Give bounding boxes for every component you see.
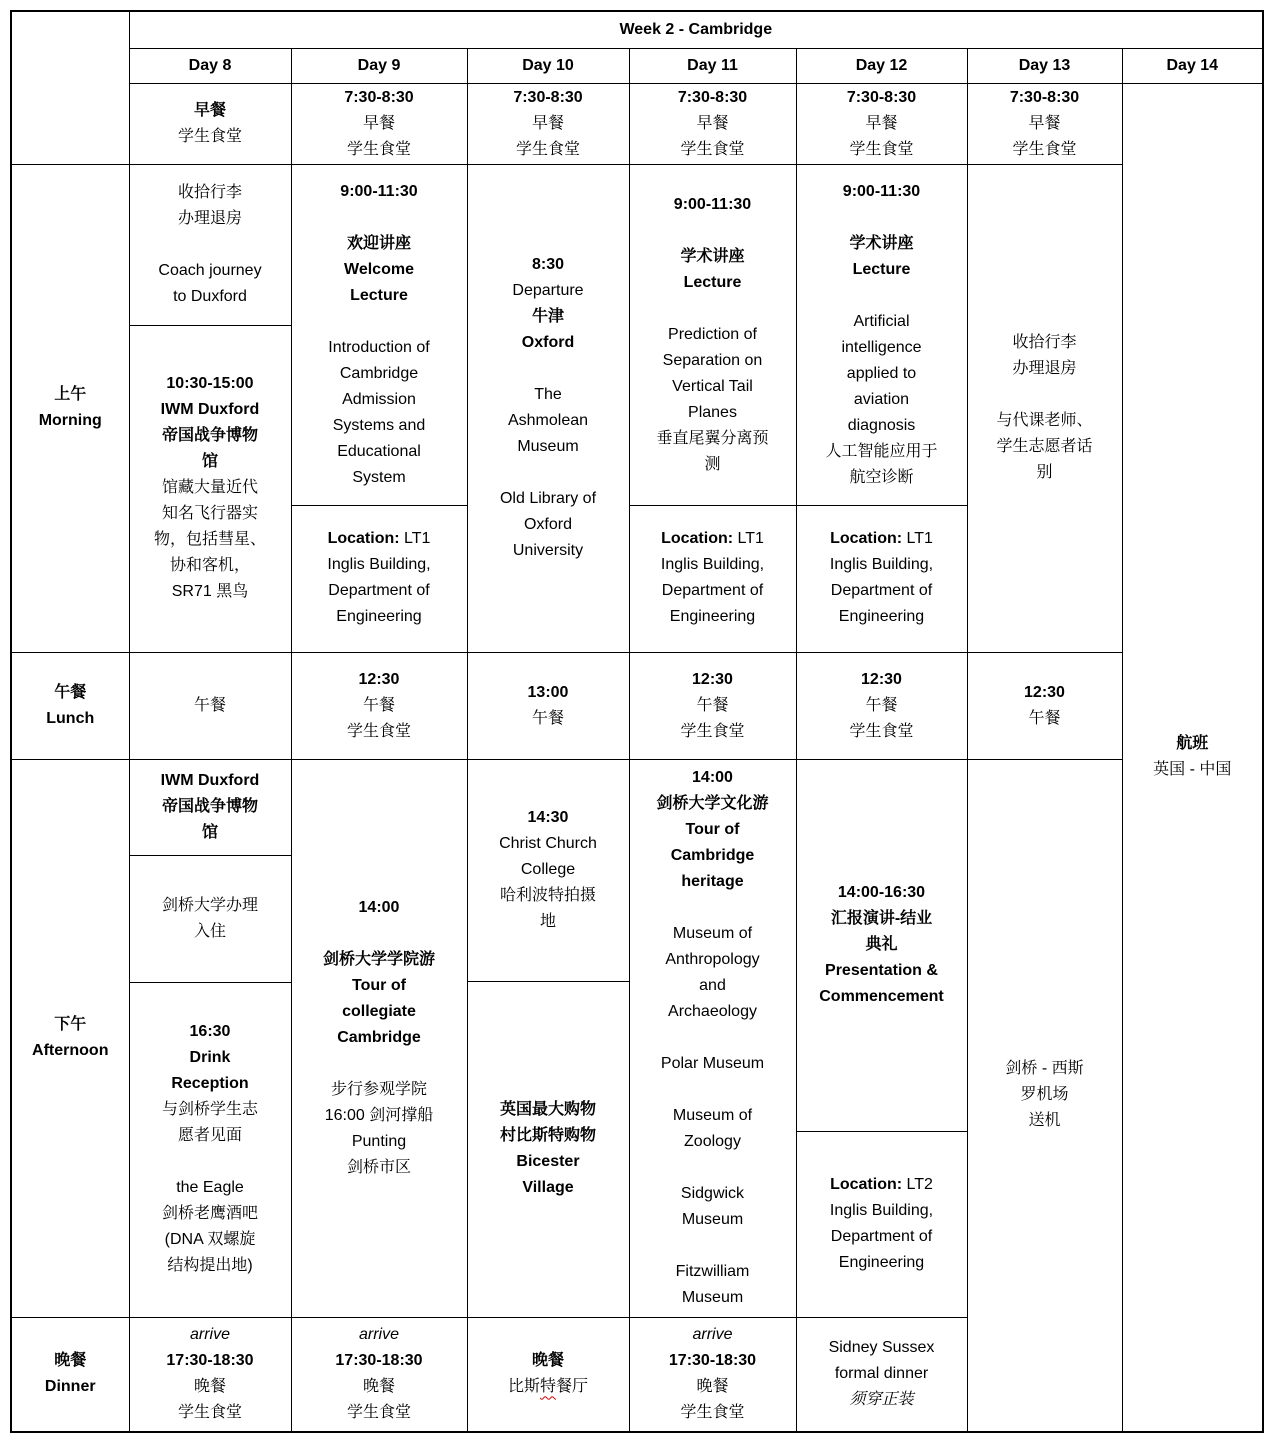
cell-day8-morning-iwm: 10:30-15:00 IWM Duxford 帝国战争博物 馆 馆藏大量近代 知名飞行器实 物，包括彗星、 协和客机， SR71 黑鸟 bbox=[130, 325, 291, 651]
cell-day12-dinner: Sidney Sussex formal dinner 须穿正装 bbox=[796, 1317, 967, 1432]
cell-day11-morning-location: Location: LT1 Inglis Building, Department of Engineering bbox=[630, 505, 796, 651]
day-header-14: Day 14 bbox=[1122, 48, 1263, 83]
row-label-lunch: 午餐 Lunch bbox=[11, 652, 129, 759]
row-label-morning: 上午 Morning bbox=[11, 164, 129, 652]
row-label-afternoon: 下午 Afternoon bbox=[11, 759, 129, 1317]
corner-blank-cell bbox=[11, 11, 129, 164]
cell-day10-afternoon bbox=[467, 759, 629, 1317]
cell-day11-breakfast: 7:30-8:30 早餐 学生食堂 bbox=[629, 83, 796, 164]
cell-day12-afternoon-presentation: 14:00-16:30 汇报演讲-结业 典礼 Presentation & Commencement bbox=[819, 884, 944, 1005]
cell-day10-afternoon-christchurch: 14:30 Christ Church College 哈利波特拍摄 地 bbox=[499, 809, 597, 930]
row-label-dinner: 晚餐 Dinner bbox=[11, 1317, 129, 1432]
cell-day8-morning bbox=[129, 164, 291, 652]
morning-row bbox=[11, 164, 1263, 652]
cell-day11-morning-lecture: 9:00-11:30 学术讲座 Lecture Prediction of Separation on Vertical Tail Planes 垂直尾翼分离预 测 bbox=[656, 195, 769, 473]
cell-day10-afternoon-bicester: 英国最大购物 村比斯特购物 Bicester Village bbox=[468, 981, 629, 1316]
breakfast-row bbox=[11, 83, 1263, 164]
cell-day11-lunch: 12:30 午餐 学生食堂 bbox=[629, 652, 796, 759]
cell-day12-morning-lecture: 9:00-11:30 学术讲座 Lecture Artificial intelligence applied to aviation diagnosis 人工智能应用于 航空诊断 bbox=[825, 182, 938, 486]
cell-day8-lunch: 午餐 bbox=[129, 652, 291, 759]
cell-day8-afternoon-checkin: 剑桥大学办理 入住 bbox=[130, 855, 291, 982]
cell-day10-morning: 8:30 Departure 牛津 Oxford The Ashmolean Museum Old Library of Oxford University bbox=[467, 164, 629, 652]
cell-day14-flight: 航班 英国 - 中国 bbox=[1122, 83, 1263, 1432]
cell-day13-morning: 收拾行李 办理退房 与代课老师、 学生志愿者话 别 bbox=[967, 164, 1122, 652]
day-header-8: Day 8 bbox=[129, 48, 291, 83]
cell-day8-breakfast: 早餐 学生食堂 bbox=[129, 83, 291, 164]
lunch-row bbox=[11, 652, 1263, 759]
cell-day11-dinner: arrive 17:30-18:30 晚餐 学生食堂 bbox=[629, 1317, 796, 1432]
day-header-row bbox=[11, 48, 1263, 83]
day-header-10: Day 10 bbox=[467, 48, 629, 83]
cell-day9-morning-location: Location: LT1 Inglis Building, Department of Engineering bbox=[292, 505, 467, 651]
cell-day8-morning-checkout: 收拾行李 办理退房 Coach journey to Duxford bbox=[158, 183, 262, 305]
day-header-11: Day 11 bbox=[629, 48, 796, 83]
cell-day9-morning-lecture: 9:00-11:30 欢迎讲座 Welcome Lecture Introduction of Cambridge Admission Systems and Educational System bbox=[328, 182, 430, 486]
cell-day10-dinner: 晚餐 比斯特餐厅 bbox=[467, 1317, 629, 1432]
cell-day11-afternoon: 14:00 剑桥大学文化游 Tour of Cambridge heritage Museum of Anthropology and Archaeology Polar Museum Museum of Zoology Sidgwick Museum Fitzwilliam Museum bbox=[629, 759, 796, 1317]
cell-day12-afternoon bbox=[796, 759, 967, 1317]
cell-day8-dinner: arrive 17:30-18:30 晚餐 学生食堂 bbox=[129, 1317, 291, 1432]
cell-day13-lunch: 12:30 午餐 bbox=[967, 652, 1122, 759]
cell-day9-breakfast: 7:30-8:30 早餐 学生食堂 bbox=[291, 83, 467, 164]
cell-day12-morning bbox=[796, 164, 967, 652]
week-title: Week 2 - Cambridge bbox=[129, 11, 1263, 48]
day-header-13: Day 13 bbox=[967, 48, 1122, 83]
cell-day12-morning-location: Location: LT1 Inglis Building, Department of Engineering bbox=[797, 505, 967, 651]
cell-day10-breakfast: 7:30-8:30 早餐 学生食堂 bbox=[467, 83, 629, 164]
cell-day8-afternoon bbox=[129, 759, 291, 1317]
cell-day11-morning bbox=[629, 164, 796, 652]
cell-day8-afternoon-reception: 16:30 Drink Reception 与剑桥学生志 愿者见面 the Eagle 剑桥老鹰酒吧 (DNA 双螺旋 结构提出地) bbox=[130, 982, 291, 1316]
cell-day9-morning bbox=[291, 164, 467, 652]
cell-day8-afternoon-iwm: IWM Duxford 帝国战争博物 馆 bbox=[160, 772, 260, 841]
afternoon-row bbox=[11, 759, 1263, 1317]
schedule-table bbox=[10, 10, 1264, 1433]
day-header-9: Day 9 bbox=[291, 48, 467, 83]
day-header-12: Day 12 bbox=[796, 48, 967, 83]
cell-day12-afternoon-location: Location: LT2 Inglis Building, Department of Engineering bbox=[797, 1131, 967, 1316]
cell-day9-lunch: 12:30 午餐 学生食堂 bbox=[291, 652, 467, 759]
cell-day9-afternoon: 14:00 剑桥大学学院游 Tour of collegiate Cambridge 步行参观学院 16:00 剑河撑船 Punting 剑桥市区 bbox=[291, 759, 467, 1317]
cell-day12-lunch: 12:30 午餐 学生食堂 bbox=[796, 652, 967, 759]
cell-day10-lunch: 13:00 午餐 bbox=[467, 652, 629, 759]
cell-day13-breakfast: 7:30-8:30 早餐 学生食堂 bbox=[967, 83, 1122, 164]
cell-day13-airport-transfer: 剑桥 - 西斯 罗机场 送机 bbox=[967, 759, 1122, 1432]
cell-day9-dinner: arrive 17:30-18:30 晚餐 学生食堂 bbox=[291, 1317, 467, 1432]
cell-day12-breakfast: 7:30-8:30 早餐 学生食堂 bbox=[796, 83, 967, 164]
